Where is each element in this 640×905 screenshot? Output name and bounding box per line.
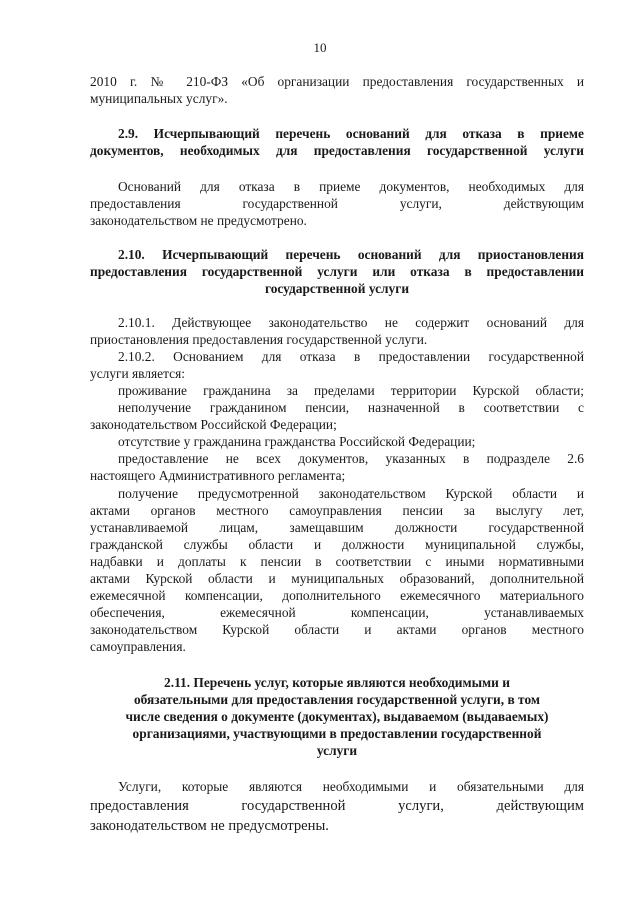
text-line: Услуги, которые являются необходимыми и обязательными для — [118, 779, 584, 794]
text-line: законодательством не предусмотрены. — [90, 818, 329, 834]
text-line: актами Курской области и муниципальных образований, дополнительной — [90, 571, 584, 586]
section-heading-2-11: 2.11. Перечень услуг, которые являются необходимыми и — [164, 675, 510, 690]
section-heading-2-9: документов, необходимых для предоставления государственной услуги — [90, 143, 584, 158]
text-line: предоставления государственной услуги, действующим — [90, 798, 584, 814]
text-line: законодательством не предусмотрено. — [90, 213, 307, 228]
section-heading-2-11: услуги — [316, 743, 358, 758]
text-line: Оснований для отказа в приеме документов, необходимых для — [118, 179, 584, 194]
section-heading-2-9: 2.9. Исчерпывающий перечень оснований для отказа в приеме — [118, 126, 584, 141]
section-heading-2-11: организациями, участвующими в предоставлении государственной — [132, 726, 542, 741]
section-heading-2-10: государственной услуги — [264, 281, 410, 296]
text-line: гражданской службы области и должности муниципальной службы, — [90, 537, 584, 552]
text-line: 2010 г. № 210-ФЗ «Об организации предоставления государственных и — [90, 74, 584, 89]
text-line: проживание гражданина за пределами территории Курской области; — [118, 383, 584, 398]
page-number: 10 — [313, 40, 327, 55]
section-heading-2-11: числе сведения о документе (документах), выдаваемом (выдаваемых) — [125, 709, 549, 724]
text-line: актами органов местного самоуправления пенсии за выслугу лет, — [90, 503, 584, 518]
text-line: устанавливаемой лицам, замещавшим должности государственной — [90, 520, 584, 535]
text-line: настоящего Административного регламента; — [90, 468, 346, 483]
text-line: законодательством Курской области и актами органов местного — [90, 622, 584, 637]
text-line: обеспечения, ежемесячной компенсации, устанавливаемых — [90, 605, 584, 620]
text-line: отсутствие у гражданина гражданства Российской Федерации; — [118, 434, 476, 449]
text-line: ежемесячной компенсации, дополнительного ежемесячного материального — [90, 588, 584, 603]
text-line: предоставления государственной услуги, действующим — [90, 196, 584, 211]
text-line: самоуправления. — [90, 639, 186, 654]
text-line: муниципальных услуг». — [90, 91, 228, 106]
text-line: услуги является: — [90, 366, 185, 381]
text-line: 2.10.2. Основанием для отказа в предоставлении государственной — [118, 349, 584, 364]
text-line: приостановления предоставления государственной услуги. — [90, 332, 428, 347]
text-line: предоставление не всех документов, указанных в подразделе 2.6 — [118, 451, 584, 466]
text-line: получение предусмотренной законодательством Курской области и — [118, 486, 584, 501]
text-line: 2.10.1. Действующее законодательство не содержит оснований для — [118, 315, 584, 330]
section-heading-2-10: 2.10. Исчерпывающий перечень оснований для приостановления — [118, 247, 584, 262]
text-line: законодательством Российской Федерации; — [90, 417, 337, 432]
text-line: надбавки и доплаты к пенсии в соответствии с иными нормативными — [90, 554, 584, 569]
section-heading-2-11: обязательными для предоставления государственной услуги, в том — [133, 692, 541, 707]
text-line: неполучение гражданином пенсии, назначенной в соответствии с — [118, 400, 584, 415]
section-heading-2-10: предоставления государственной услуги или отказа в предоставлении — [90, 264, 584, 279]
